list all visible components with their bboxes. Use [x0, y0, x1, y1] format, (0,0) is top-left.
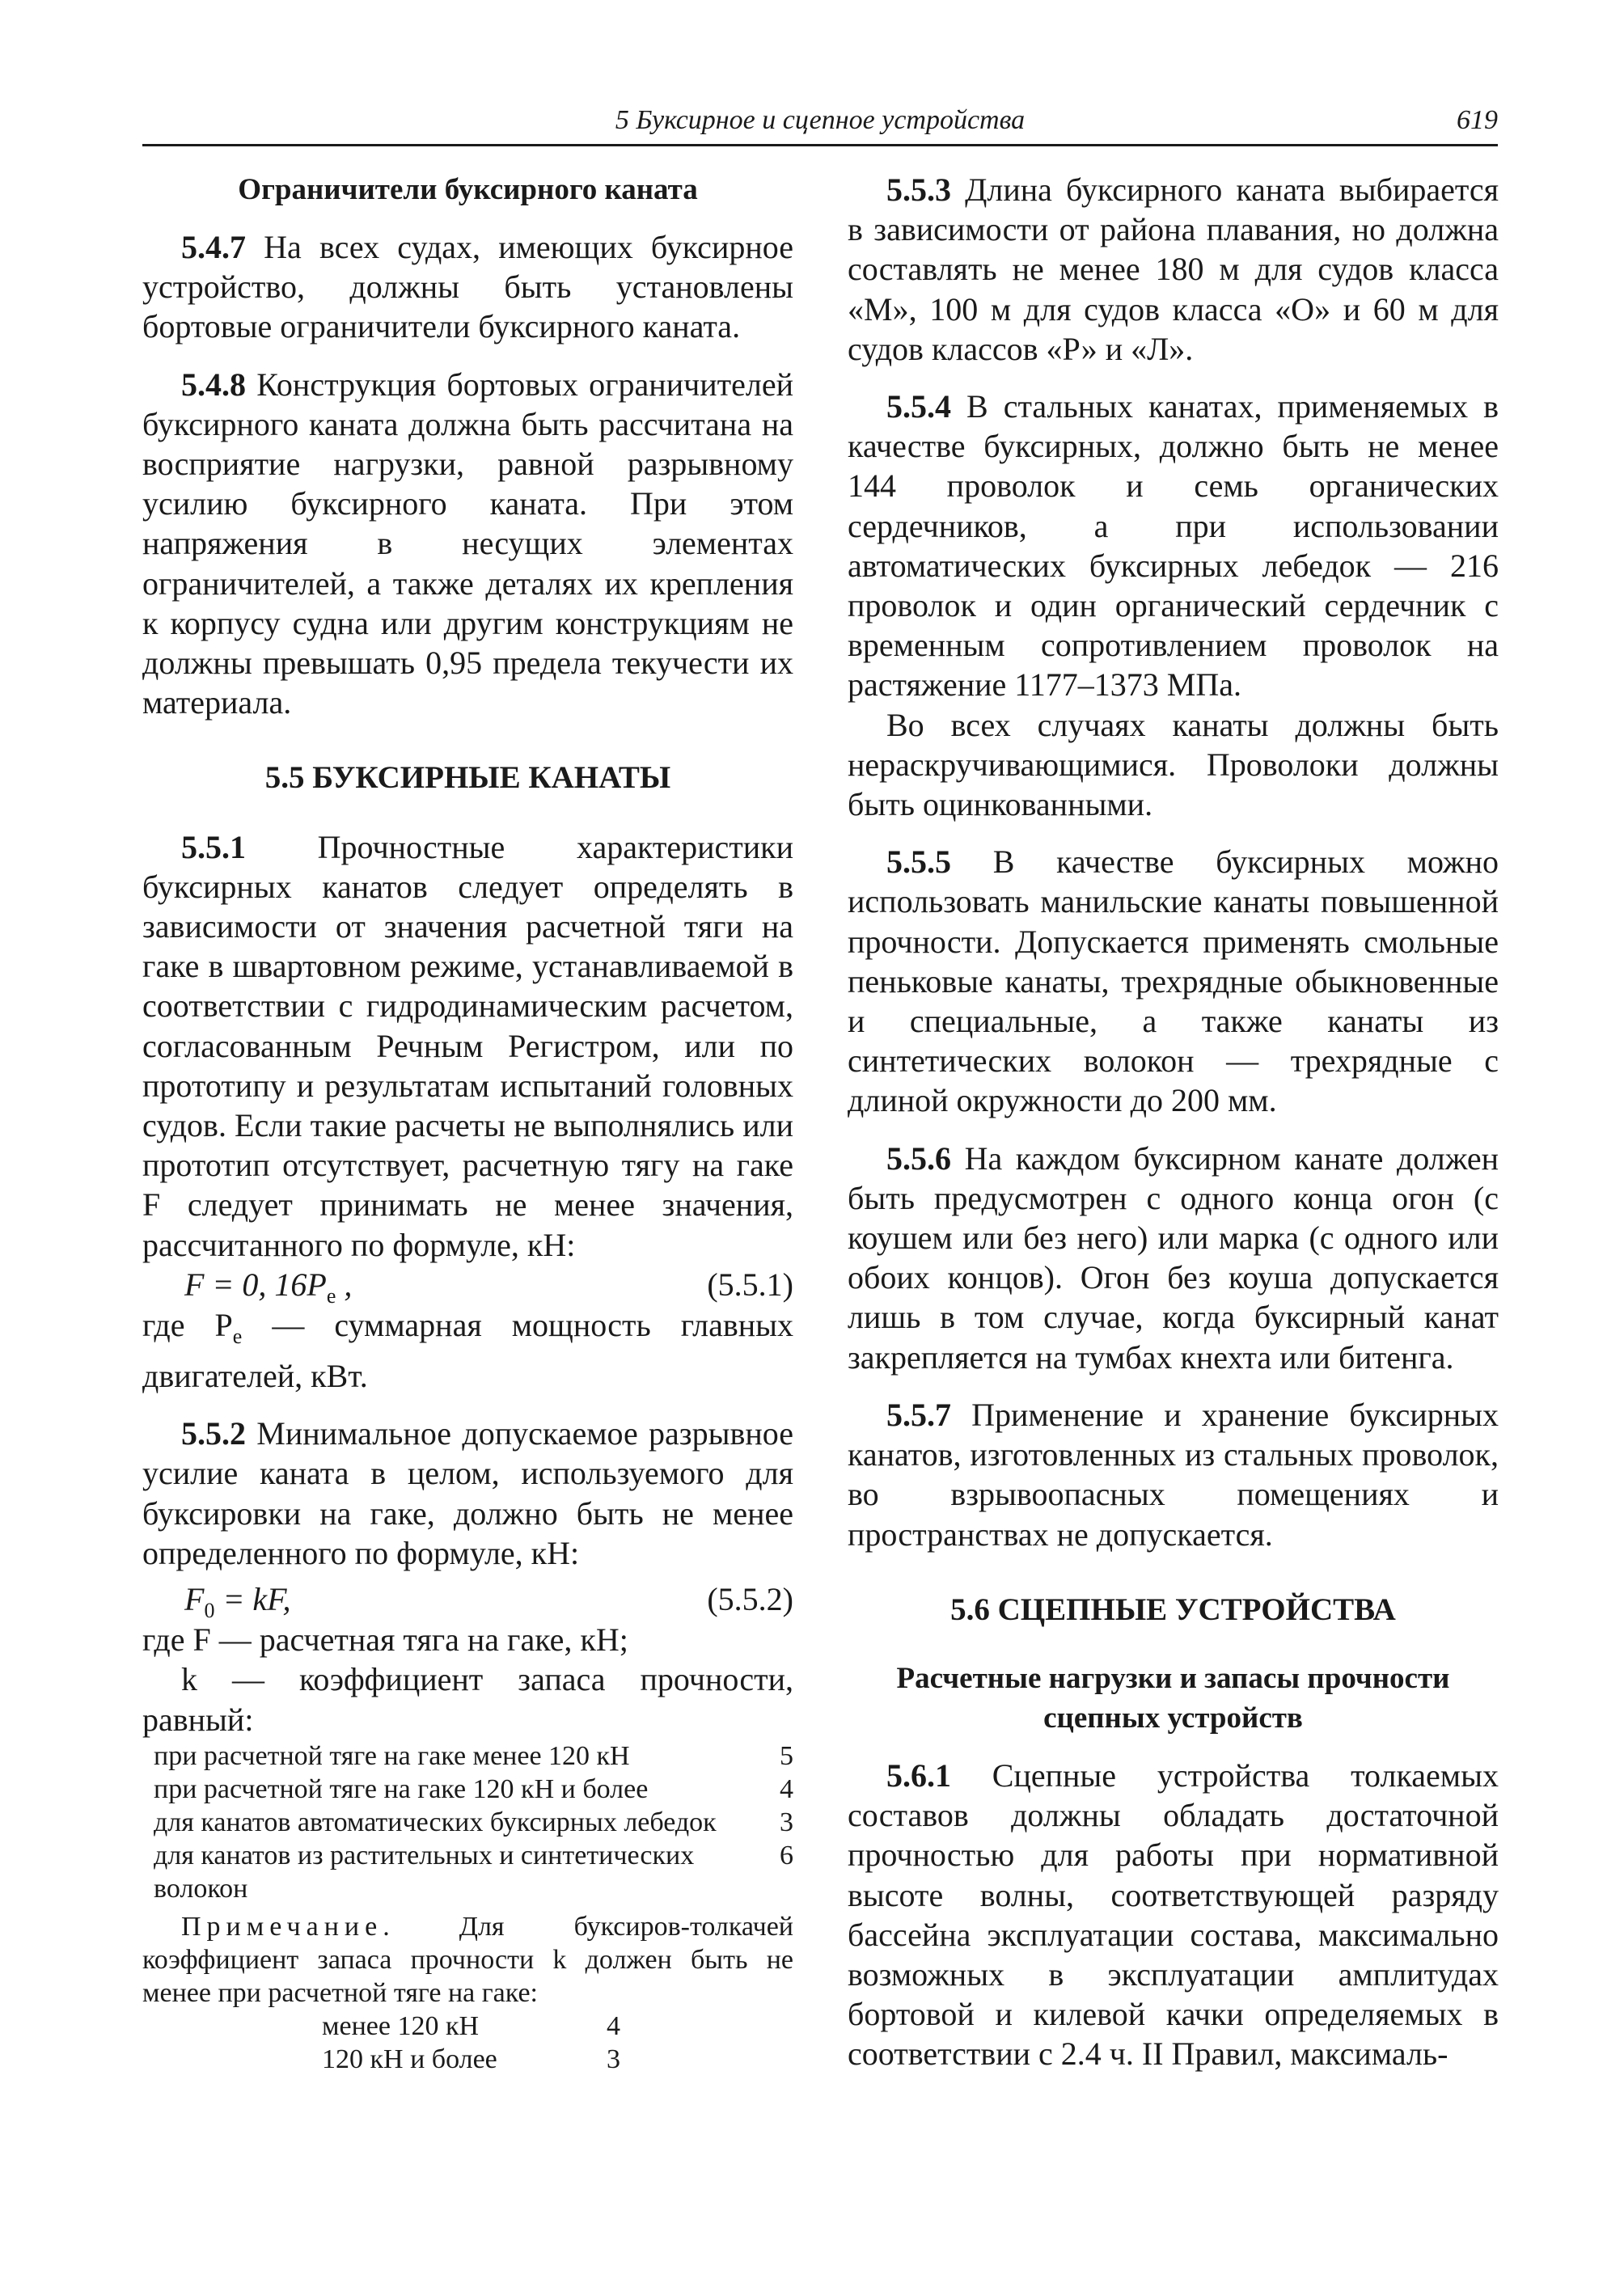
clause-text: Сцепные устройства толкаемых составов должны обладать достаточной прочностью для работы при нормативной высоте волны, соответствующей разряду бассейна эксплуатации состава, максимально возможных в эксплуатации амплитудах бортовой и килевой качки определяемых в соответствии с 2.4 ч. II Правил, максималь-	[848, 1756, 1499, 2073]
clause-number: 5.4.7	[181, 229, 246, 265]
clause-text: На всех судах, имеющих буксирное устройство, должны быть установлены бортовые ограничители буксирного каната.	[142, 229, 793, 345]
paragraph-5-5-4	[848, 387, 1499, 705]
paragraph-5-4-7	[142, 227, 793, 347]
coefficient-value: 3	[780, 1807, 793, 1837]
formula-expression: F	[184, 1581, 205, 1618]
paragraph-5-5-2	[142, 1414, 793, 1573]
clause-number: 5.5.5	[886, 843, 951, 881]
formula-number: (5.5.2)	[707, 1581, 793, 1618]
formula-tail: = kF,	[214, 1581, 291, 1618]
formula-5-5-1	[142, 1265, 793, 1308]
coefficient-value: 5	[780, 1740, 793, 1771]
paragraph-5-5-7	[848, 1395, 1499, 1554]
paragraph-5-5-3	[848, 170, 1499, 369]
clause-number: 5.5.1	[181, 828, 246, 865]
formula-explanation-k: k — коэффициент запаса прочности, равный:	[142, 1661, 793, 1738]
clause-text: Применение и хранение буксирных канатов, изготовленных из стальных проволок, во взрывоопасных помещениях и пространствах не допускается.	[848, 1396, 1499, 1553]
coefficient-row	[142, 1806, 793, 1839]
coefficient-value: 4	[780, 1773, 793, 1804]
note-label: Примечание	[181, 1911, 383, 1942]
coefficient-row	[142, 1773, 793, 1806]
left-column	[142, 170, 793, 2076]
section-heading-5-5: 5.5 БУКСИРНЫЕ КАНАТЫ	[264, 760, 671, 796]
explanation-lead: где P	[142, 1306, 233, 1343]
coefficient-label: при расчетной тяге на гаке менее 120 кН	[154, 1740, 630, 1771]
note-row	[142, 2010, 793, 2043]
clause-text: В качестве буксирных можно использовать манильские канаты повышенной прочности. Допускается применять смольные пеньковые канаты, трехрядные обыкновенные и специальные, а также канаты из синтетических волокон — трехрядные с длиной окружности до 200 мм.	[848, 843, 1499, 1119]
running-header	[142, 105, 1498, 146]
note-row-value: 4	[607, 2010, 620, 2041]
note-text: . Для буксиров-толкачей коэффициент запаса прочности k должен быть не менее при расчетной тяге на гаке:	[142, 1911, 793, 2008]
subsection-title: Ограничители буксирного каната	[238, 173, 698, 206]
paragraph-5-5-4-continued: Во всех случаях канаты должны быть нераскручивающимися. Проволоки должны быть оцинкованными.	[848, 706, 1499, 823]
paragraph-5-4-8	[142, 365, 793, 723]
note-row	[142, 2043, 793, 2076]
coefficient-label: для канатов из растительных и синтетических волокон	[154, 1840, 695, 1904]
subsection-title: Расчетные нагрузки и запасы прочности сцепных устройств	[896, 1661, 1450, 1735]
formula-5-5-2	[142, 1579, 793, 1623]
clause-text: На каждом буксирном канате должен быть предусмотрен с одного конца огон (с коушем или без него) или марка (с одного или обоих концов). Огон без коуша допускается лишь в том случае, когда буксирный канат закрепляется на тумбах кнехта или битенга.	[848, 1139, 1499, 1376]
clause-text: Конструкция бортовых ограничителей буксирного каната должна быть рассчитана на восприятие нагрузки, равной разрывному усилию буксирного каната. При этом напряжения в несущих элементах ограничителей, а также деталях их крепления к корпусу судна или другим конструкциям не должны превышать 0,95 предела текучести их материала.	[142, 366, 793, 721]
formula-subscript: e	[326, 1283, 336, 1308]
clause-number: 5.6.1	[886, 1756, 951, 1794]
clause-text: Длина буксирного каната выбирается в зависимости от района плавания, но должна составлять не менее 180 м для судов класса «М», 100 м для судов класса «О» и 60 м для судов классов «Р» и «Л».	[848, 171, 1499, 367]
note	[142, 1910, 793, 2010]
running-title: 5 Буксирное и сцепное устройства	[615, 105, 1026, 135]
right-column	[848, 170, 1499, 2074]
clause-number: 5.5.4	[886, 388, 951, 425]
coefficient-value: 6	[780, 1840, 793, 1870]
clause-number: 5.5.6	[886, 1139, 951, 1177]
clause-number: 5.5.2	[181, 1415, 246, 1452]
clause-number: 5.4.8	[181, 366, 246, 403]
coefficient-row	[142, 1839, 793, 1905]
coefficient-table	[142, 1739, 793, 1905]
section-heading-5-6: 5.6 СЦЕПНЫЕ УСТРОЙСТВА	[950, 1591, 1396, 1627]
paragraph-5-5-6	[848, 1139, 1499, 1377]
clause-text: В стальных канатах, применяемых в качестве буксирных, должно быть не менее 144 проволок и семь органических сердечников, а при использовании автоматических буксирных лебедок — 216 проволок и один органический сердечник с временным сопротивлением проволок на растяжение 1177–1373 МПа.	[848, 388, 1499, 704]
note-row-label: менее 120 кН	[322, 2010, 480, 2041]
clause-text: Прочностные характеристики буксирных канатов следует определять в зависимости от значения расчетной тяги на гаке в швартовном режиме, устанавливаемой в соответствии с гидродинамическим расчетом, согласованным Речным Регистром, или по прототипу и результатам испытаний головных судов. Если такие расчеты не выполнялись или прототип отсутствует, расчетную тягу на гаке F следует принимать не менее значения, рассчитанного по формуле, кН:	[142, 828, 793, 1263]
coefficient-label: для канатов автоматических буксирных лебедок	[154, 1807, 717, 1837]
explanation-subscript: e	[232, 1324, 243, 1348]
explanation-text: — суммарная мощность главных двигателей, кВт.	[142, 1306, 793, 1395]
formula-subscript: 0	[204, 1599, 215, 1623]
note-row-label: 120 кН и более	[322, 2044, 497, 2074]
page-number: 619	[1457, 105, 1498, 135]
clause-text: Минимальное допускаемое разрывное усилие каната в целом, используемого для буксировки на гаке, должно быть не менее определенного по формуле, кН:	[142, 1415, 793, 1571]
formula-tail: ,	[336, 1266, 353, 1303]
coefficient-row	[142, 1739, 793, 1773]
paragraph-5-5-1	[142, 827, 793, 1265]
formula-expression: F = 0, 16P	[184, 1266, 327, 1303]
paragraph-5-6-1	[848, 1756, 1499, 2074]
formula-explanation	[142, 1305, 793, 1396]
formula-explanation-f: где F — расчетная тяга на гаке, кН;	[142, 1621, 628, 1659]
formula-number: (5.5.1)	[707, 1266, 793, 1303]
note-row-value: 3	[607, 2044, 620, 2074]
clause-number: 5.5.7	[886, 1396, 951, 1433]
paragraph-5-5-5	[848, 842, 1499, 1120]
coefficient-label: при расчетной тяге на гаке 120 кН и более	[154, 1773, 649, 1804]
clause-number: 5.5.3	[886, 171, 951, 208]
